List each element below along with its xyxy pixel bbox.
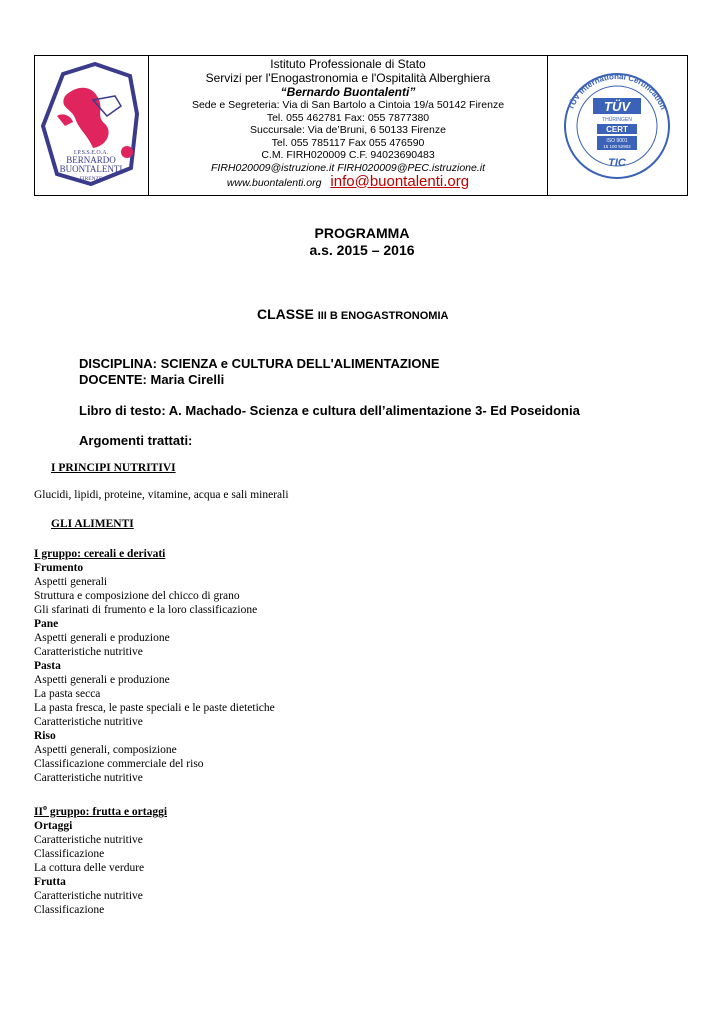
school-info: [149, 56, 548, 195]
item-title: Riso: [34, 730, 56, 742]
item-line: Struttura e composizione del chicco di grano: [34, 590, 240, 602]
item-line: La pasta secca: [34, 688, 101, 700]
item-line: Caratteristiche nutritive: [34, 646, 143, 658]
class-heading: [257, 306, 448, 322]
item-line: Aspetti generali: [34, 576, 108, 588]
item-line: Aspetti generali e produzione: [34, 674, 170, 686]
logo-text-bottom: FIRENZE: [79, 176, 103, 182]
email-link[interactable]: info@buontalenti.org: [330, 172, 470, 190]
item-title: Frumento: [34, 562, 84, 574]
branch-address: Succursale: Via de’Bruni, 6 50133 Firenze: [250, 124, 446, 137]
main-address: Sede e Segreteria: Via di San Bartolo a Cintoia 19/a 50142 Firenze: [191, 99, 505, 111]
group-title-rest: gruppo: frutta e ortaggi: [46, 805, 168, 818]
topics-heading: Argomenti trattati:: [79, 433, 193, 448]
web-row: [149, 172, 547, 190]
textbook: Libro di testo: A. Machado- Scienza e cultura dell’alimentazione 3- Ed Poseidonia: [79, 403, 580, 418]
item-line: Aspetti generali, composizione: [34, 744, 177, 756]
header-table: [34, 55, 688, 196]
item-line: Caratteristiche nutritive: [34, 833, 143, 846]
cert-label: CERT: [606, 125, 628, 134]
item-title: Pane: [34, 618, 59, 630]
fiscal-codes: C.M. FIRH020009 C.F. 94023690483: [261, 149, 435, 162]
item-line: Caratteristiche nutritive: [34, 889, 143, 902]
group-sup: o: [42, 803, 47, 812]
branch-phone: Tel. 055 785117 Fax 055 476590: [271, 136, 425, 149]
nutrients-list: Glucidi, lipidi, proteine, vitamine, acqua e sali minerali: [34, 489, 289, 501]
section-principi-nutritivi: I PRINCIPI NUTRITIVI: [51, 462, 176, 474]
item-line: Classificazione: [34, 847, 105, 860]
group-cereali: [34, 547, 275, 785]
institute-services: Servizi per l'Enogastronomia e l'Ospitalità Alberghiera: [205, 70, 491, 85]
section-alimenti: GLI ALIMENTI: [51, 518, 134, 530]
cert-tic: TIC: [608, 157, 626, 169]
class-label: CLASSE: [257, 306, 314, 322]
logo-text-mid2: BUONTALENTI: [59, 164, 123, 174]
group-title: [34, 801, 167, 819]
group-frutta-ortaggi: [34, 801, 167, 917]
main-phone: Tel. 055 462781 Fax: 055 7877380: [266, 111, 430, 124]
cert-number: 15 100 52902: [603, 144, 631, 149]
institute-name: Istituto Professionale di Stato: [270, 57, 426, 71]
subject: DISCIPLINA: SCIENZA e CULTURA DELL'ALIMENTAZIONE: [79, 356, 440, 371]
item-line: Caratteristiche nutritive: [34, 716, 143, 728]
item-title: Ortaggi: [34, 819, 73, 832]
item-title: Frutta: [34, 875, 66, 888]
program-title: PROGRAMMA: [314, 225, 410, 241]
website-link[interactable]: www.buontalenti.org: [226, 176, 322, 189]
item-line: Classificazione: [34, 903, 105, 916]
item-line: La cottura delle verdure: [34, 861, 145, 874]
school-year: a.s. 2015 – 2016: [309, 242, 415, 258]
cert-ring-text: TÜV International Certification: [566, 71, 668, 112]
logo-text-mid1: BERNARDO: [66, 155, 116, 165]
item-line: Gli sfarinati di frumento e la loro classificazione: [34, 604, 258, 616]
logo-text-top: I.P.S.S.E.O.A.: [73, 150, 109, 156]
group-roman: II: [34, 805, 43, 818]
item-line: Classificazione commerciale del riso: [34, 758, 204, 770]
cert-iso: ISO 9001: [606, 138, 628, 144]
institute-title: “Bernardo Buontalenti”: [280, 85, 416, 99]
item-line: La pasta fresca, le paste speciali e le paste dietetiche: [34, 702, 275, 714]
item-title: Pasta: [34, 660, 61, 672]
teacher: DOCENTE: Maria Cirelli: [79, 372, 225, 387]
tuv-cert-badge: [548, 56, 686, 195]
institutional-emails: FIRH020009@istruzione.it FIRH020009@PEC.istruzione.it: [210, 161, 486, 174]
cert-sub: THÜRINGEN: [602, 117, 632, 123]
class-value: III B ENOGASTRONOMIA: [317, 310, 449, 322]
school-logo: [35, 56, 147, 195]
item-line: Aspetti generali e produzione: [34, 632, 170, 644]
group-title: I gruppo: cereali e derivati: [34, 548, 166, 560]
certification-cell: [548, 56, 687, 195]
school-logo-cell: [35, 56, 149, 195]
item-line: Caratteristiche nutritive: [34, 772, 143, 784]
cert-brand: TÜV: [604, 99, 630, 114]
